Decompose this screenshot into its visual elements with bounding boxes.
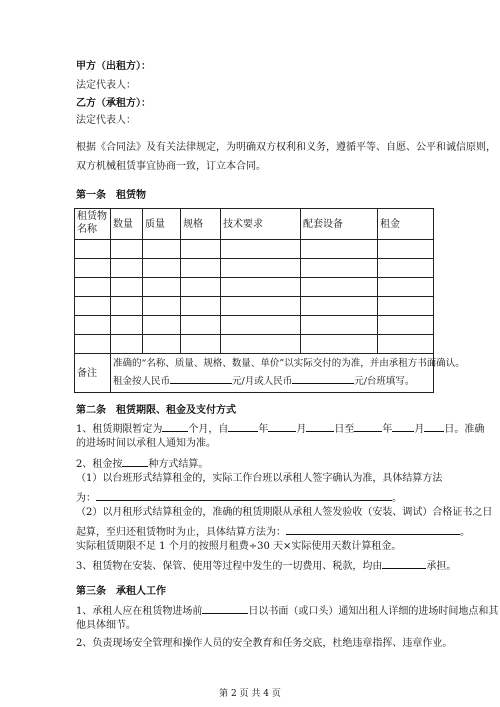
table-cell[interactable] [221, 240, 301, 259]
table-row [75, 240, 434, 259]
table-cell[interactable] [378, 316, 434, 335]
text: 1、承租人应在租赁物进场前 [76, 606, 203, 617]
table-cell[interactable] [111, 259, 143, 278]
party-a-label: 甲方（出租方）： [76, 61, 151, 72]
table-row [75, 297, 434, 316]
table-cell[interactable] [143, 259, 181, 278]
table-cell[interactable] [75, 316, 111, 335]
intro-line-1: 根据《合同法》及有关法律规定，为明确双方权利和义务，遵循平等、自愿、公平和诚信原则， [76, 142, 496, 153]
text: 日以书面（或口头）通知出租人详细的进场时间地点和其 [248, 606, 499, 617]
article-2-line-9 [76, 557, 456, 574]
table-cell[interactable] [111, 297, 143, 316]
header-cell-quality: 质量 [143, 209, 181, 240]
text: 年 [382, 424, 393, 435]
text: 年 [258, 424, 269, 435]
table-cell[interactable] [181, 240, 221, 259]
table-cell[interactable] [181, 316, 221, 335]
table-row [75, 316, 434, 335]
table-cell[interactable] [75, 259, 111, 278]
header-cell-equipment: 配套设备 [301, 209, 378, 240]
article-2-line-5 [76, 489, 402, 506]
shift-settlement-blank[interactable] [96, 489, 392, 501]
text: 1、租赁期限暂定为 [76, 424, 163, 435]
table-cell[interactable] [75, 335, 111, 354]
table-cell[interactable] [111, 335, 143, 354]
table-cell[interactable] [378, 297, 434, 316]
monthly-settlement-blank[interactable] [286, 523, 460, 535]
table-cell[interactable] [221, 278, 301, 297]
table-cell[interactable] [221, 297, 301, 316]
table-cell[interactable] [378, 335, 434, 354]
table-cell[interactable] [301, 335, 378, 354]
text: 承担。 [426, 561, 457, 572]
note-text: 元/月或人民币 [232, 376, 293, 387]
table-cell[interactable] [181, 335, 221, 354]
end-month-blank[interactable] [392, 420, 414, 432]
party-b-representative: 法定代表人： [76, 115, 136, 126]
table-header-row [75, 209, 434, 240]
article-2-line-3 [76, 455, 208, 472]
table-cell[interactable] [75, 278, 111, 297]
table-cell[interactable] [378, 259, 434, 278]
table-cell[interactable] [111, 278, 143, 297]
note-label: 备注 [75, 354, 111, 393]
party-b-label: 乙方（承租方）： [76, 98, 151, 109]
table-cell[interactable] [75, 240, 111, 259]
table-cell[interactable] [221, 259, 301, 278]
article-2-line-7 [76, 523, 470, 540]
table-cell[interactable] [111, 240, 143, 259]
cost-bearer-blank[interactable] [382, 557, 426, 569]
table-cell[interactable] [378, 278, 434, 297]
text: 为： [76, 493, 96, 504]
article-1-title: 第一条 租赁物 [76, 190, 146, 201]
note-line-2 [113, 372, 431, 390]
rental-items-table [74, 208, 465, 393]
table-cell[interactable] [301, 259, 378, 278]
text: 日至 [334, 424, 355, 435]
table-cell[interactable] [143, 297, 181, 316]
text: 。 [460, 527, 470, 538]
table-cell[interactable] [143, 335, 181, 354]
text: 起算，至归还租赁物时为止，具体结算方法为： [76, 527, 286, 538]
text: 3、租赁物在安装、保管、使用等过程中发生的一切费用、税款，均由 [76, 561, 383, 572]
table-cell[interactable] [181, 297, 221, 316]
header-cell-rent: 租金 [378, 209, 434, 240]
table-note-row [75, 354, 434, 393]
article-2-line-2: 的进场时间以承租人通知为准。 [76, 438, 216, 449]
note-text: 元/台班填写。 [354, 376, 415, 387]
notice-days-blank[interactable] [202, 602, 248, 614]
settlement-method-blank[interactable] [122, 455, 148, 467]
note-text: 租金按人民币 [113, 376, 171, 387]
table-cell[interactable] [221, 316, 301, 335]
party-a-representative: 法定代表人： [76, 80, 136, 91]
table-cell[interactable] [301, 297, 378, 316]
table-cell[interactable] [301, 278, 378, 297]
table-cell[interactable] [181, 278, 221, 297]
article-2-line-1 [76, 420, 484, 437]
page-number: 第 2 页 共 4 页 [219, 689, 281, 699]
table-cell[interactable] [301, 316, 378, 335]
start-year-blank[interactable] [228, 420, 258, 432]
table-cell[interactable] [143, 316, 181, 335]
shift-rent-blank[interactable] [292, 372, 354, 384]
article-2-line-4: （1）以台班形式结算租金的，实际工作台班以承租人签字确认为准，具体结算方法 [76, 473, 443, 484]
end-day-blank[interactable] [424, 420, 444, 432]
table-cell[interactable] [75, 297, 111, 316]
article-3-title: 第三条 承租人工作 [76, 586, 166, 597]
article-3-line-3: 2、负责现场安全管理和操作人员的安全教育和任务交底，杜绝违章指挥、违章作业。 [76, 638, 453, 649]
header-cell-tech-req: 技术要求 [221, 209, 301, 240]
table-cell[interactable] [181, 259, 221, 278]
table-row [75, 259, 434, 278]
table-cell[interactable] [301, 240, 378, 259]
table-cell[interactable] [111, 316, 143, 335]
table-cell[interactable] [143, 278, 181, 297]
article-2-line-6: （2）以月租形式结算租金的，准确的租赁期限从承租人签发验收（安装、调试）合格证书之日 [76, 507, 493, 518]
article-2-line-8: 实际租赁期限不足 1 个月的按照月租费÷30 天×实际使用天数计算租金。 [76, 541, 402, 552]
intro-line-2: 双方机械租赁事宜协商一致，订立本合同。 [76, 161, 266, 172]
months-blank[interactable] [162, 420, 188, 432]
end-year-blank[interactable] [354, 420, 382, 432]
table-cell[interactable] [143, 240, 181, 259]
start-day-blank[interactable] [306, 420, 334, 432]
article-3-line-1 [76, 602, 498, 619]
text: 月 [414, 424, 425, 435]
start-month-blank[interactable] [268, 420, 296, 432]
text: 。 [392, 493, 402, 504]
header-cell-name: 租赁物名称 [75, 209, 111, 240]
monthly-rent-blank[interactable] [170, 372, 232, 384]
table-cell[interactable] [378, 240, 434, 259]
table-row [75, 335, 434, 354]
text: 日。准确 [444, 424, 485, 435]
header-cell-quantity: 数量 [111, 209, 143, 240]
table-cell[interactable] [221, 335, 301, 354]
note-line-1: 准确的“名称、质量、规格、数量、单价”以实际交付的为准，并由承租方书面确认。 [113, 358, 465, 369]
article-3-line-2: 他具体细节。 [76, 620, 136, 631]
note-content [111, 354, 465, 393]
table-row [75, 278, 434, 297]
text: 个月，自 [188, 424, 229, 435]
article-2-title: 第二条 租赁期限、租金及支付方式 [76, 405, 236, 416]
text: 种方式结算。 [148, 459, 209, 470]
text: 2、租金按 [76, 459, 123, 470]
text: 月 [296, 424, 307, 435]
header-cell-spec: 规格 [181, 209, 221, 240]
